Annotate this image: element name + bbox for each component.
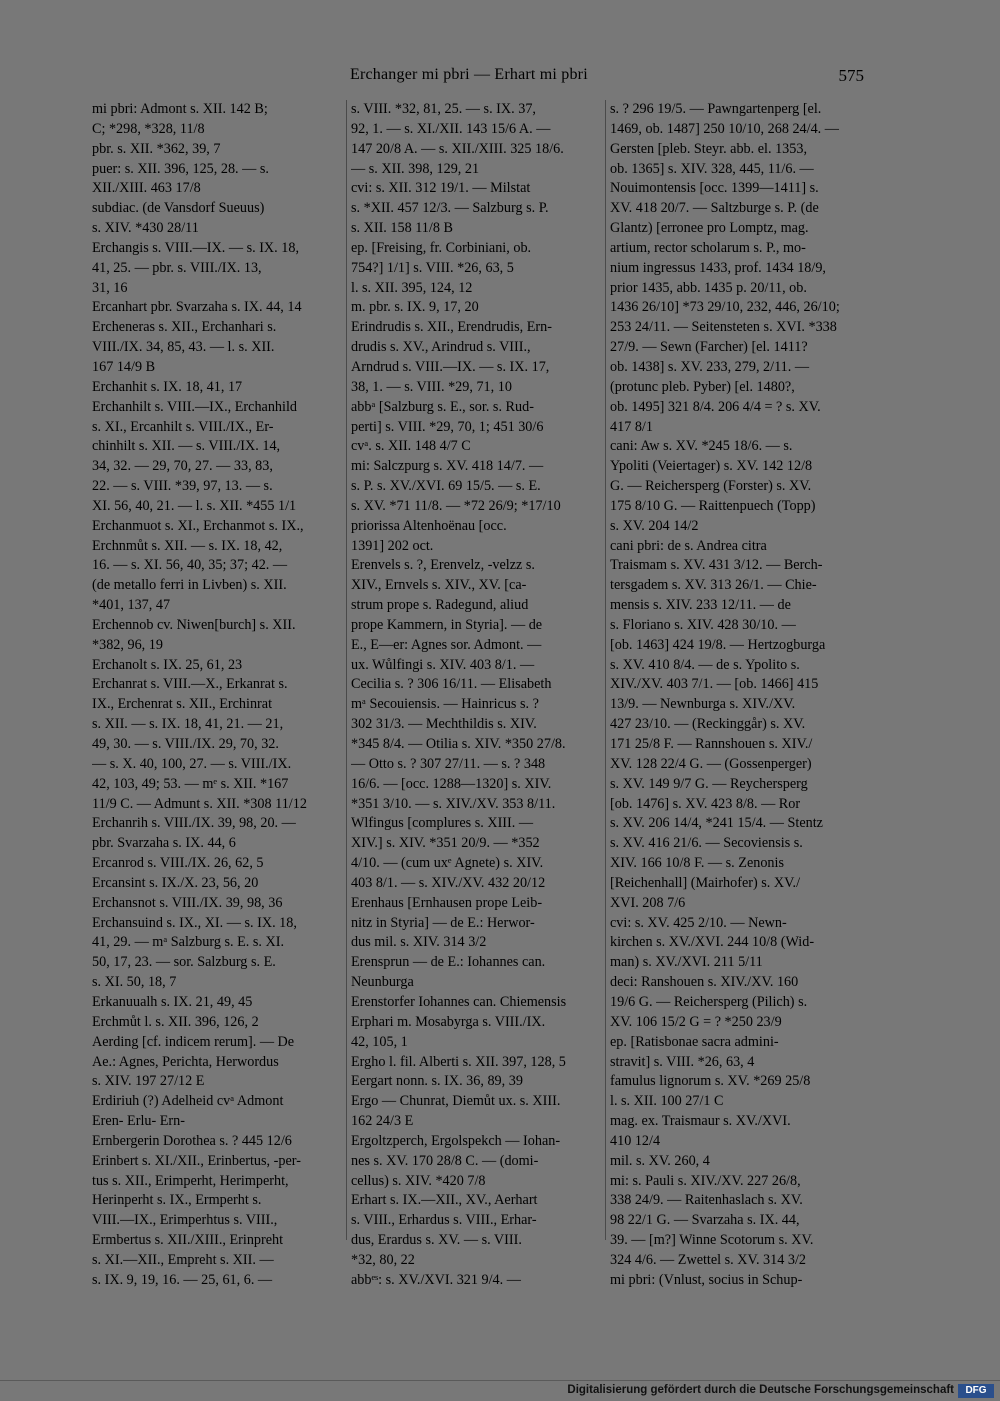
index-line: mi pbri: Admont s. XII. 142 B; [92,101,268,117]
index-line: Erchanmuot s. XI., Erchanmot s. IX., [92,517,304,534]
index-line: 42, 103, 49; 53. — mᵉ s. XII. *167 [92,775,289,792]
index-line: cvi: s. XV. 425 2/10. — Newn- [610,914,787,931]
index-line: Erchanhit s. IX. 18, 41, 17 [92,378,243,395]
index-line: ep. [Freising, fr. Corbiniani, ob. [351,239,532,256]
column-divider [605,100,606,1240]
index-line: mi: s. Pauli s. XIV./XV. 227 26/8, [610,1172,801,1189]
index-line: 42, 105, 1 [351,1033,408,1050]
index-line: *382, 96, 19 [92,636,163,653]
index-line: cani: Aw s. XV. *245 18/6. — s. [610,438,793,455]
index-line: 19/6 G. — Reichersperg (Pilich) s. [610,993,808,1010]
index-line: Ypoliti (Veiertager) s. XV. 142 12/8 [610,458,813,475]
index-line: 410 12/4 [610,1132,661,1149]
index-line: s. VIII. *32, 81, 25. — s. IX. 37, [351,101,536,117]
index-line: s. P. s. XV./XVI. 69 15/5. — s. E. [351,478,541,495]
index-line: tersgadem s. XV. 313 26/1. — Chie- [610,577,817,594]
index-line: 338 24/9. — Raitenhaslach s. XV. [610,1192,803,1209]
index-line: nes s. XV. 170 28/8 C. — (domi- [351,1152,539,1169]
index-line: — Otto s. ? 307 27/11. — s. ? 348 [351,755,546,772]
index-line: *351 3/10. — s. XIV./XV. 353 8/11. [351,795,556,812]
index-line: 38, 1. — s. VIII. *29, 71, 10 [351,378,512,395]
index-line: Erdiriuh (?) Adelheid cvᵃ Admont [92,1093,284,1110]
index-line: VIII./IX. 34, 85, 43. — l. s. XII. [92,339,275,356]
index-line: E., E—er: Agnes sor. Admont. — [351,636,542,653]
index-line: (de metallo ferri in Livben) s. XII. [92,577,287,594]
index-line: drudis s. XV., Arindrud s. VIII., [351,339,531,356]
index-line: *345 8/4. — Otilia s. XIV. *350 27/8. [351,736,566,752]
index-line: XIV./XV. 403 7/1. — [ob. 1466] 415 [610,676,819,693]
index-line: 31, 16 [92,279,128,296]
index-line: s. XV. 416 21/6. — Secoviensis s. [610,835,803,852]
index-line: 50, 17, 23. — sor. Salzburg s. E. [92,954,276,971]
index-line: XV. 418 20/7. — Saltzburge s. P. (de [610,200,819,217]
index-line: G. — Reichersperg (Forster) s. XV. [610,478,812,495]
index-line: nium ingressus 1433, prof. 1434 18/9, [610,259,826,276]
index-line: l. s. XII. 100 27/1 C [610,1093,724,1110]
index-line: 92, 1. — s. XI./XII. 143 15/6 A. — [351,120,551,137]
index-line: 171 25/8 F. — Rannshouen s. XIV./ [610,736,813,752]
index-line: 162 24/3 E [351,1113,414,1130]
index-line: s. IX. 9, 19, 16. — 25, 61, 6. — [92,1271,273,1288]
index-line: 39. — [m?] Winne Scotorum s. XV. [610,1232,814,1249]
index-line: Ergho l. fil. Alberti s. XII. 397, 128, 5 [351,1053,566,1070]
index-line: ob. 1438] s. XV. 233, 279, 2/11. — [610,358,810,375]
index-line: Ercanhart pbr. Svarzaha s. IX. 44, 14 [92,299,302,316]
index-line: Erphari m. Mosabyrga s. VIII./IX. [351,1013,546,1030]
page-number: 575 [838,66,864,85]
index-line: 403 8/1. — s. XIV./XV. 432 20/12 [351,874,546,891]
running-title: Erchanger mi pbri — Erhart mi pbri [350,66,588,83]
index-line: Erkanuualh s. IX. 21, 49, 45 [92,993,253,1010]
index-line: s. VIII., Erhardus s. VIII., Erhar- [351,1212,537,1229]
index-line: prope Kammern, in Styria]. — de [351,616,543,633]
index-line: [Reichenhall] (Mairhofer) s. XV./ [610,874,801,891]
index-line: man) s. XV./XVI. 211 5/11 [610,954,763,971]
index-line: *401, 137, 47 [92,597,171,614]
index-line: 1469, ob. 1487] 250 10/10, 268 24/4. — [610,120,839,137]
index-line: s. XII. 158 11/8 B [351,220,453,237]
index-line: tus s. XII., Erimperht, Herimperht, [92,1172,289,1189]
index-line: Erchangis s. VIII.—IX. — s. IX. 18, [92,239,300,256]
index-line: — s. XII. 398, 129, 21 [351,160,480,177]
index-line: IX., Erchenrat s. XII., Erchinrat [92,696,273,713]
index-line: 167 14/9 B [92,358,156,375]
index-line: Eren- Erlu- Ern- [92,1113,185,1130]
index-line: Erindrudis s. XII., Erendrudis, Ern- [351,319,552,336]
index-line: Ercanrod s. VIII./IX. 26, 62, 5 [92,855,264,872]
index-line: priorissa Altenhoënau [occ. [351,517,507,534]
index-line: ux. Wůlfingi s. XIV. 403 8/1. — [351,656,535,673]
index-line: 253 24/11. — Seitensteten s. XVI. *338 [610,319,837,336]
index-line: Erhart s. IX.—XII., XV., Aerhart [351,1192,538,1209]
index-line: Ermbertus s. XII./XIII., Erinpreht [92,1232,284,1249]
index-line: XVI. 208 7/6 [610,894,686,911]
index-line: 147 20/8 A. — s. XII./XIII. 325 18/6. [351,140,564,157]
index-line: Ernbergerin Dorothea s. ? 445 12/6 [92,1132,292,1149]
index-line: Ergoltzperch, Ergolspekch — Iohan- [351,1132,561,1149]
index-line: s. XV. *71 11/8. — *72 26/9; *17/10 [351,497,561,514]
column-1 [92,100,343,1291]
index-line: 16/6. — [occ. 1288—1320] s. XIV. [351,775,552,792]
index-line: 1391] 202 oct. [351,537,434,554]
index-line: XV. 128 22/4 G. — (Gossenperger) [610,755,812,772]
index-line: Gersten [pleb. Steyr. abb. el. 1353, [610,140,808,157]
index-line: ob. 1365] s. XIV. 328, 445, 11/6. — [610,160,814,177]
index-line: Arndrud s. VIII.—IX. — s. IX. 17, [351,358,550,375]
index-line: 13/9. — Newnburga s. XIV./XV. [610,696,796,713]
index-line: Erenhaus [Ernhausen prope Leib- [351,894,543,911]
index-line: 49, 30. — s. VIII./IX. 29, 70, 32. [92,736,279,752]
index-line: XIV. 166 10/8 F. — s. Zenonis [610,855,784,872]
index-line: Ercheneras s. XII., Erchanhari s. [92,319,277,336]
index-line: abbᵃ [Salzburg s. E., sor. s. Rud- [351,398,534,415]
dfg-logo: DFG [958,1384,994,1398]
index-line: mensis s. XIV. 233 12/11. — de [610,597,791,614]
index-line: s. Floriano s. XIV. 428 30/10. — [610,616,796,633]
index-line: famulus lignorum s. XV. *269 25/8 [610,1073,811,1090]
footer-rule [0,1380,1000,1381]
page-header [0,66,1000,90]
index-line: 27/9. — Sewn (Farcher) [el. 1411? [610,339,808,356]
index-line: (protunc pleb. Pyber) [el. 1480?, [610,378,795,395]
index-line: XIV., Ernvels s. XIV., XV. [ca- [351,577,527,594]
index-line: ob. 1495] 321 8/4. 206 4/4 = ? s. XV. [610,398,821,415]
index-line: mᵃ Secouiensis. — Hainricus s. ? [351,696,539,713]
index-line: 11/9 C. — Admunt s. XII. *308 11/12 [92,795,307,812]
index-line: Erchennob cv. Niwen[burch] s. XII. [92,616,296,633]
index-line: mag. ex. Traismaur s. XV./XVI. [610,1113,791,1130]
index-line: stravit] s. VIII. *26, 63, 4 [610,1053,755,1070]
index-line: s. XV. 149 9/7 G. — Reychersperg [610,775,808,792]
index-line: XIV.] s. XIV. *351 20/9. — *352 [351,835,540,852]
index-line: perti] s. VIII. *29, 70, 1; 451 30/6 [351,418,544,435]
index-line: 302 31/3. — Mechthildis s. XIV. [351,716,537,733]
index-line: Herinperht s. IX., Ermperht s. [92,1192,262,1209]
index-line: s. ? 296 19/5. — Pawngartenperg [el. [610,101,822,117]
index-line: 4/10. — (cum uxᵉ Agnete) s. XIV. [351,855,544,872]
index-line: chinhilt s. XII. — s. VIII./IX. 14, [92,438,281,455]
index-line: Ae.: Agnes, Perichta, Herwordus [92,1053,279,1070]
index-line: mi: Salczpurg s. XV. 418 14/7. — [351,458,544,475]
index-line: s. XV. 206 14/4, *241 15/4. — Stentz [610,815,823,832]
index-line: cani pbri: de s. Andrea citra [610,537,767,554]
index-line: Erchansnot s. VIII./IX. 39, 98, 36 [92,894,283,911]
index-line: Nouimontensis [occ. 1399—1411] s. [610,180,819,197]
index-line: s. XIV. 197 27/12 E [92,1073,205,1090]
index-line: 754?] 1/1] s. VIII. *26, 63, 5 [351,259,514,276]
index-line: puer: s. XII. 396, 125, 28. — s. [92,160,269,177]
index-line: s. XIV. *430 28/11 [92,220,199,237]
index-line: s. XV. 410 8/4. — de s. Ypolito s. [610,656,800,673]
index-line: cellus) s. XIV. *420 7/8 [351,1172,486,1189]
index-line: Erchnmůt s. XII. — s. IX. 18, 42, [92,537,283,554]
index-line: s. XI., Ercanhilt s. VIII./IX., Er- [92,418,274,435]
index-line: 41, 29. — mᵃ Salzburg s. E. s. XI. [92,934,284,951]
index-line: Neunburga [351,974,414,991]
index-line: 1436 26/10] *73 29/10, 232, 446, 26/10; [610,299,840,316]
index-line: ep. [Ratisbonae sacra admini- [610,1033,779,1050]
index-line: XI. 56, 40, 21. — l. s. XII. *455 1/1 [92,497,297,514]
index-line: Erchanhilt s. VIII.—IX., Erchanhild [92,398,298,415]
index-line: deci: Ranshouen s. XIV./XV. 160 [610,974,799,991]
index-line: mi pbri: (Vnlust, socius in Schup- [610,1271,803,1288]
index-line: Eergart nonn. s. IX. 36, 89, 39 [351,1073,523,1090]
index-line: Erinbert s. XI./XII., Erinbertus, -per- [92,1152,301,1169]
index-line: 417 8/1 [610,418,653,435]
index-line: 16. — s. XI. 56, 40, 35; 37; 42. — [92,557,288,574]
index-line: Erchanolt s. IX. 25, 61, 23 [92,656,243,673]
index-line: pbr. Svarzaha s. IX. 44, 6 [92,835,236,852]
index-line: 41, 25. — pbr. s. VIII./IX. 13, [92,259,262,276]
index-line: l. s. XII. 395, 124, 12 [351,279,473,296]
index-line: Ergo — Chunrat, Diemůt ux. s. XIII. [351,1093,561,1110]
index-line: 427 23/10. — (Reckinggår) s. XV. [610,716,806,733]
index-line: 34, 32. — 29, 70, 27. — 33, 83, [92,458,273,475]
index-line: Erenvels s. ?, Erenvelz, -velzz s. [351,557,535,574]
index-line: s. XI.—XII., Empreht s. XII. — [92,1251,274,1268]
index-line: prior 1435, abb. 1435 p. 20/11, ob. [610,279,807,296]
index-line: subdiac. (de Vansdorf Sueuus) [92,200,265,217]
index-line: artium, rector scholarum s. P., mo- [610,239,806,256]
index-line: C; *298, *328, 11/8 [92,120,205,137]
index-line: 175 8/10 G. — Raittenpuech (Topp) [610,497,816,514]
column-2 [351,100,602,1291]
index-line: Glantz) [erronee pro Lomptz, mag. [610,220,809,237]
index-line: s. *XII. 457 12/3. — Salzburg s. P. [351,200,549,217]
index-line: — s. X. 40, 100, 27. — s. VIII./IX. [92,755,292,772]
index-line: Ercansint s. IX./X. 23, 56, 20 [92,874,259,891]
column-divider [346,100,347,1240]
index-line: VIII.—IX., Erimperhtus s. VIII., [92,1212,278,1229]
index-line: 98 22/1 G. — Svarzaha s. IX. 44, [610,1212,800,1229]
index-line: kirchen s. XV./XVI. 244 10/8 (Wid- [610,934,815,951]
index-line: cvᵃ. s. XII. 148 4/7 C [351,438,471,455]
index-line: s. XV. 204 14/2 [610,517,699,534]
index-line: [ob. 1463] 424 19/8. — Hertzogburga [610,636,826,653]
index-line: dus, Erardus s. XV. — s. VIII. [351,1232,522,1249]
index-line: mil. s. XV. 260, 4 [610,1152,710,1169]
index-line: strum prope s. Radegund, aliud [351,597,529,614]
index-line: *32, 80, 22 [351,1251,415,1268]
index-line: Erchmůt l. s. XII. 396, 126, 2 [92,1013,259,1030]
index-line: s. XI. 50, 18, 7 [92,974,177,991]
index-line: Erchansuind s. IX., XI. — s. IX. 18, [92,914,297,931]
index-line: Erchanrat s. VIII.—X., Erkanrat s. [92,676,288,693]
footer [0,1382,1000,1401]
index-line: abbᵉˢ: s. XV./XVI. 321 9/4. — [351,1271,521,1288]
index-line: Wlfingus [complures s. XIII. — [351,815,534,832]
index-line: cvi: s. XII. 312 19/1. — Milstat [351,180,531,197]
index-line: Cecilia s. ? 306 16/11. — Elisabeth [351,676,552,693]
index-line: XV. 106 15/2 G = ? *250 23/9 [610,1013,782,1030]
index-line: XII./XIII. 463 17/8 [92,180,201,197]
index-line: Erchanrih s. VIII./IX. 39, 98, 20. — [92,815,296,832]
index-line: Erenstorfer Iohannes can. Chiemensis [351,993,567,1010]
index-line: Erensprun — de E.: Iohannes can. [351,954,546,971]
funding-note: Digitalisierung gefördert durch die Deutsche Forschungsgemeinschaft [567,1384,954,1396]
index-line: Traismam s. XV. 431 3/12. — Berch- [610,557,823,574]
column-3 [610,100,863,1291]
index-line: s. XII. — s. IX. 18, 41, 21. — 21, [92,716,284,733]
index-line: pbr. s. XII. *362, 39, 7 [92,140,221,157]
index-line: dus mil. s. XIV. 314 3/2 [351,934,487,951]
index-line: [ob. 1476] s. XV. 423 8/8. — Ror [610,795,801,812]
index-line: Aerding [cf. indicem rerum]. — De [92,1033,295,1050]
index-line: nitz in Styria] — de E.: Herwor- [351,914,535,931]
index-line: m. pbr. s. IX. 9, 17, 20 [351,299,479,316]
index-line: 324 4/6. — Zwettel s. XV. 314 3/2 [610,1251,806,1268]
index-line: 22. — s. VIII. *39, 97, 13. — s. [92,478,273,495]
